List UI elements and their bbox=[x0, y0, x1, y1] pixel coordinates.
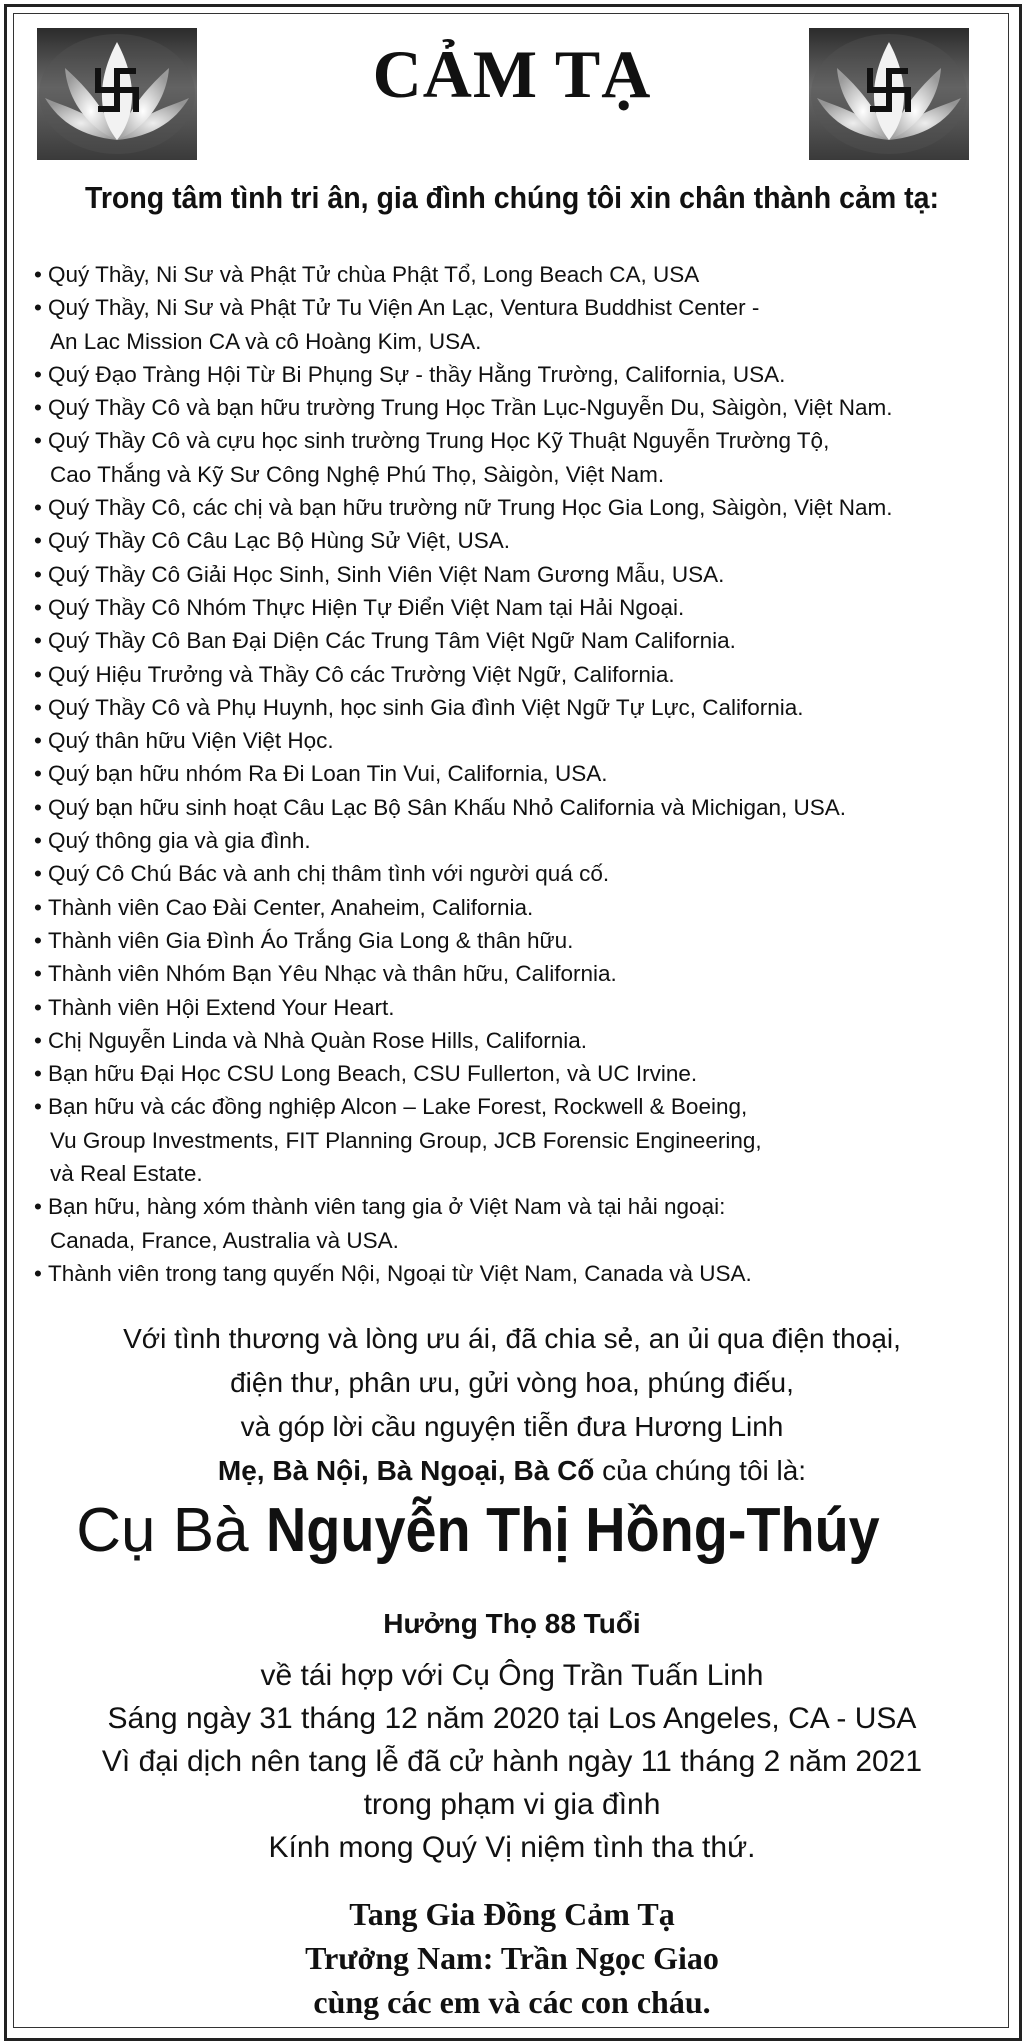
subtitle: Trong tâm tình tri ân, gia đình chúng tôi xin chân thành cảm tạ: bbox=[84, 180, 940, 215]
list-item-text: Quý Hiệu Trưởng và Thầy Cô các Trường Việt Ngữ, California. bbox=[48, 661, 675, 687]
acknowledgement-list bbox=[34, 258, 994, 1290]
list-item bbox=[34, 1024, 994, 1057]
list-item bbox=[34, 524, 994, 557]
signoff-line: cùng các em và các con cháu. bbox=[313, 1984, 711, 2020]
list-item-continuation bbox=[34, 1224, 994, 1257]
list-item-text: Quý Thầy Cô và cựu học sinh trường Trung Học Kỹ Thuật Nguyễn Trường Tộ, bbox=[48, 428, 830, 454]
list-item-text: Chị Nguyễn Linda và Nhà Quàn Rose Hills, California. bbox=[48, 1027, 588, 1053]
bullet-icon: • bbox=[34, 761, 42, 787]
bullet-icon: • bbox=[34, 728, 42, 754]
bullet-icon: • bbox=[34, 828, 42, 854]
list-item-text: Quý thông gia và gia đình. bbox=[48, 828, 311, 854]
bullet-icon: • bbox=[34, 295, 42, 321]
list-item-text: Bạn hữu, hàng xóm thành viên tang gia ở Việt Nam và tại hải ngoại: bbox=[48, 1194, 726, 1220]
bullet-icon: • bbox=[34, 1061, 42, 1087]
list-item bbox=[34, 757, 994, 790]
list-item bbox=[34, 658, 994, 691]
list-item bbox=[34, 824, 994, 857]
list-item bbox=[34, 391, 994, 424]
list-item-text: Canada, France, Australia và USA. bbox=[50, 1227, 399, 1253]
list-item-text: và Real Estate. bbox=[50, 1161, 203, 1187]
list-item-continuation bbox=[34, 1124, 994, 1157]
bullet-icon: • bbox=[34, 794, 42, 820]
details-line: trong phạm vi gia đình bbox=[363, 1788, 661, 1821]
list-item bbox=[34, 957, 994, 990]
bullet-icon: • bbox=[34, 994, 42, 1020]
list-item-text: Thành viên Cao Đài Center, Anaheim, California. bbox=[48, 894, 534, 920]
list-item-text: Quý Thầy Cô, các chị và bạn hữu trường nữ Trung Học Gia Long, Sàigòn, Việt Nam. bbox=[48, 495, 893, 521]
list-item-text: Quý Thầy Cô Câu Lạc Bộ Hùng Sử Việt, USA. bbox=[48, 528, 510, 554]
list-item bbox=[34, 724, 994, 757]
list-item-text: Vu Group Investments, FIT Planning Group, JCB Forensic Engineering, bbox=[50, 1127, 762, 1153]
list-item-continuation bbox=[34, 325, 994, 358]
details-line: Sáng ngày 31 tháng 12 năm 2020 tại Los Angeles, CA - USA bbox=[107, 1702, 917, 1735]
list-item-text: Thành viên trong tang quyến Nội, Ngoại từ Việt Nam, Canada và USA. bbox=[48, 1260, 752, 1286]
list-item bbox=[34, 857, 994, 890]
list-item bbox=[34, 291, 994, 324]
bullet-icon: • bbox=[34, 661, 42, 687]
bullet-icon: • bbox=[34, 594, 42, 620]
list-item-text: Bạn hữu Đại Học CSU Long Beach, CSU Fullerton, và UC Irvine. bbox=[48, 1061, 698, 1087]
list-item-text: An Lac Mission CA và cô Hoàng Kim, USA. bbox=[50, 328, 482, 354]
tribute-line bbox=[0, 1449, 1024, 1493]
details-block bbox=[0, 1654, 1024, 1869]
list-item bbox=[34, 591, 994, 624]
list-item-text: Quý Đạo Tràng Hội Từ Bi Phụng Sự - thầy Hằng Trường, California, USA. bbox=[48, 361, 786, 387]
list-item bbox=[34, 1057, 994, 1090]
bullet-icon: • bbox=[34, 495, 42, 521]
deceased-name: Nguyễn Thị Hồng-Thúy bbox=[265, 1496, 880, 1565]
list-item bbox=[34, 558, 994, 591]
bullet-icon: • bbox=[34, 628, 42, 654]
list-item-text: Thành viên Gia Đình Áo Trắng Gia Long & thân hữu. bbox=[48, 927, 574, 953]
tribute-paragraph bbox=[0, 1317, 1024, 1493]
list-item-text: Quý Thầy Cô Ban Đại Diện Các Trung Tâm Việt Ngữ Nam California. bbox=[48, 628, 736, 654]
bullet-icon: • bbox=[34, 262, 42, 287]
list-item bbox=[34, 791, 994, 824]
list-item bbox=[34, 1190, 994, 1223]
age-text: Hưởng Thọ 88 Tuổi bbox=[383, 1608, 641, 1639]
bullet-icon: • bbox=[34, 894, 42, 920]
list-item-continuation bbox=[34, 458, 994, 491]
list-item bbox=[34, 1257, 994, 1290]
bullet-icon: • bbox=[34, 1094, 42, 1120]
bullet-icon: • bbox=[34, 361, 42, 387]
list-item bbox=[34, 891, 994, 924]
list-item-text: Thành viên Nhóm Bạn Yêu Nhạc và thân hữu, California. bbox=[48, 961, 617, 987]
list-item bbox=[34, 691, 994, 724]
bullet-icon: • bbox=[34, 1260, 42, 1286]
list-item-text: Quý Cô Chú Bác và anh chị thâm tình với người quá cố. bbox=[48, 861, 610, 887]
tribute-line: và góp lời cầu nguyện tiễn đưa Hương Linh bbox=[240, 1411, 784, 1442]
details-line: Kính mong Quý Vị niệm tình tha thứ. bbox=[268, 1831, 756, 1864]
details-line: Vì đại dịch nên tang lễ đã cử hành ngày 11 tháng 2 năm 2021 bbox=[101, 1745, 923, 1778]
deceased-name-block bbox=[0, 1496, 1024, 1565]
bullet-icon: • bbox=[34, 528, 42, 554]
bullet-icon: • bbox=[34, 927, 42, 953]
list-item-text: Quý Thầy Cô và bạn hữu trường Trung Học Trần Lục-Nguyễn Du, Sàigòn, Việt Nam. bbox=[48, 395, 893, 421]
list-item-text: Cao Thắng và Kỹ Sư Công Nghệ Phú Thọ, Sàigòn, Việt Nam. bbox=[50, 461, 665, 487]
list-item-text: Quý bạn hữu nhóm Ra Đi Loan Tin Vui, California, USA. bbox=[48, 761, 608, 787]
list-item-text: Bạn hữu và các đồng nghiệp Alcon – Lake Forest, Rockwell & Boeing, bbox=[48, 1094, 748, 1120]
list-item-text: Quý Thầy, Ni Sư và Phật Tử chùa Phật Tổ, Long Beach CA, USA bbox=[48, 262, 700, 287]
bullet-icon: • bbox=[34, 861, 42, 887]
list-item-text: Quý Thầy Cô và Phụ Huynh, học sinh Gia đình Việt Ngữ Tự Lực, California. bbox=[48, 694, 804, 720]
list-item-text: Thành viên Hội Extend Your Heart. bbox=[48, 994, 395, 1020]
list-item bbox=[34, 624, 994, 657]
list-item bbox=[34, 924, 994, 957]
list-item-text: Quý thân hữu Viện Việt Học. bbox=[48, 728, 334, 754]
list-item bbox=[34, 424, 994, 457]
signoff-line: Trưởng Nam: Trần Ngọc Giao bbox=[305, 1940, 719, 1976]
list-item bbox=[34, 1090, 994, 1123]
bullet-icon: • bbox=[34, 1027, 42, 1053]
tribute-line-end: của chúng tôi là: bbox=[594, 1455, 807, 1486]
bullet-icon: • bbox=[34, 694, 42, 720]
bullet-icon: • bbox=[34, 1194, 42, 1220]
details-line: về tái hợp với Cụ Ông Trần Tuấn Linh bbox=[260, 1659, 764, 1692]
list-item bbox=[34, 358, 994, 391]
signoff-block bbox=[0, 1892, 1024, 2024]
bullet-icon: • bbox=[34, 561, 42, 587]
bullet-icon: • bbox=[34, 428, 42, 454]
list-item-text: Quý Thầy Cô Nhóm Thực Hiện Tự Điển Việt Nam tại Hải Ngoại. bbox=[48, 594, 685, 620]
list-item-continuation bbox=[34, 1157, 994, 1190]
deceased-prefix: Cụ Bà bbox=[76, 1496, 266, 1565]
list-item bbox=[34, 258, 994, 291]
bullet-icon: • bbox=[34, 395, 42, 421]
list-item bbox=[34, 491, 994, 524]
tribute-line: điện thư, phân ưu, gửi vòng hoa, phúng điếu, bbox=[230, 1367, 794, 1398]
list-item-text: Quý Thầy Cô Giải Học Sinh, Sinh Viên Việt Nam Gương Mẫu, USA. bbox=[48, 561, 725, 587]
bullet-icon: • bbox=[34, 961, 42, 987]
page-title: CẢM TẠ bbox=[372, 36, 652, 112]
list-item bbox=[34, 991, 994, 1024]
list-item-text: Quý bạn hữu sinh hoạt Câu Lạc Bộ Sân Khấu Nhỏ California và Michigan, USA. bbox=[48, 794, 847, 820]
tribute-line: Với tình thương và lòng ưu ái, đã chia sẻ, an ủi qua điện thoại, bbox=[123, 1323, 901, 1354]
list-item-text: Quý Thầy, Ni Sư và Phật Tử Tu Viện An Lạc, Ventura Buddhist Center - bbox=[48, 295, 760, 321]
signoff-line: Tang Gia Đồng Cảm Tạ bbox=[349, 1896, 675, 1932]
relation-titles: Mẹ, Bà Nội, Bà Ngoại, Bà Cố bbox=[217, 1455, 595, 1486]
